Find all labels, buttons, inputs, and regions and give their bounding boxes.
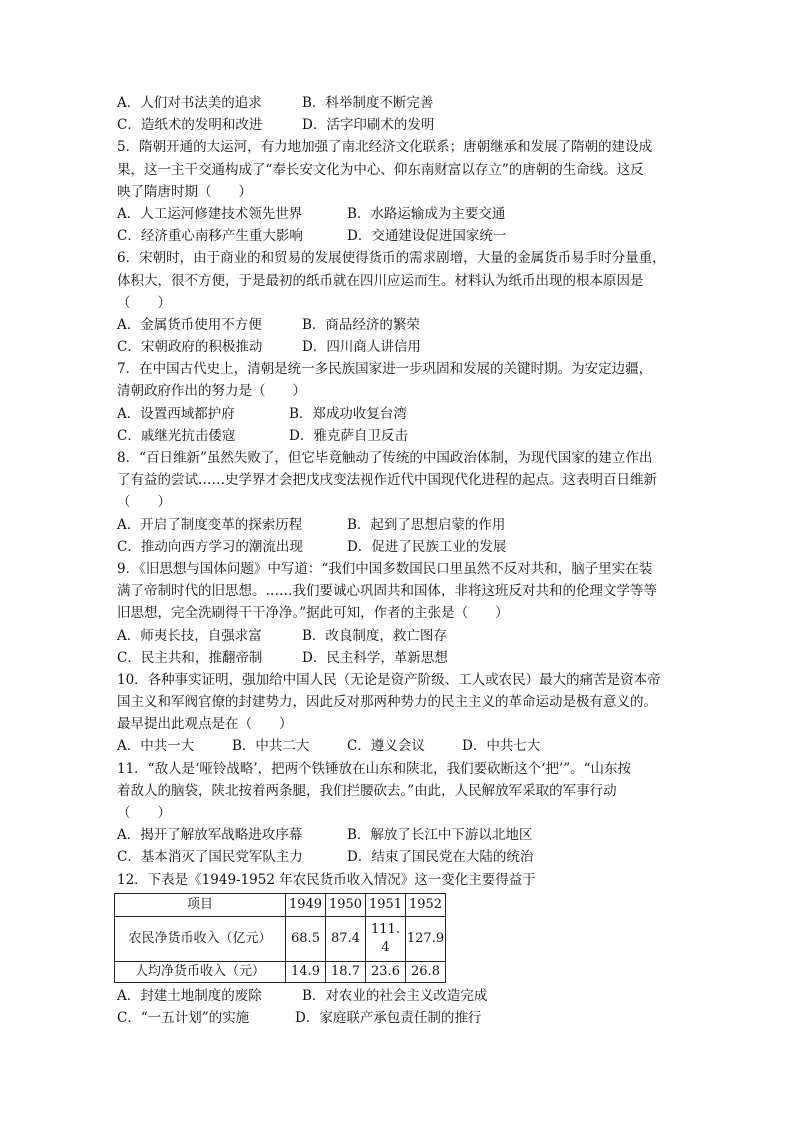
q8-option-a: A．开启了制度变革的探索历程	[117, 516, 303, 533]
table-header-cell: 1951	[366, 893, 406, 916]
q8-option-c: C．推动向西方学习的潮流出现	[117, 538, 303, 555]
q8-options-row2	[117, 536, 692, 558]
q9-option-d: D．民主科学，革新思想	[302, 649, 448, 666]
q7-option-c: C．戚继光抗击倭寇	[117, 427, 236, 444]
table-cell: 127.9	[406, 916, 446, 961]
q5-stem-line2: 果，这一主干交通构成了“奉长安文化为中心、仰东南财富以存立”的唐朝的生命线。这反	[117, 161, 644, 178]
q9-option-c: C．民主共和，推翻帝制	[117, 649, 263, 666]
table-header-cell: 项目	[115, 893, 286, 916]
q5-option-c: C．经济重心南移产生重大影响	[117, 228, 303, 245]
q9-options-row1	[117, 625, 692, 647]
q5-stem-line3: 映了隋唐时期（ ）	[117, 183, 252, 200]
q5-option-a: A．人工运河修建技术领先世界	[117, 205, 303, 222]
q4-options-row2	[117, 114, 692, 136]
q6-option-b: B．商品经济的繁荣	[302, 316, 420, 333]
q7-options-row2	[117, 425, 692, 447]
q9-option-a: A．师夷长技，自强求富	[117, 627, 262, 644]
q8-stem-line3: （ ）	[117, 494, 171, 511]
table-header-cell: 1952	[406, 893, 446, 916]
table-cell: 18.7	[326, 961, 366, 982]
q4-option-a: A．人们对书法美的追求	[117, 95, 262, 111]
table-header-cell: 1950	[326, 893, 366, 916]
q9-stem-line3: 旧思想，完全洗刷得干干净净。”据此可知，作者的主张是（ ）	[117, 605, 509, 622]
q10-option-d: D．中共七大	[462, 738, 541, 755]
q4-options-row1	[117, 92, 692, 114]
q12-option-a: A．封建土地制度的废除	[117, 987, 262, 1004]
q10-option-b: B．中共二大	[232, 738, 310, 755]
q7-option-d: D．雅克萨自卫反击	[289, 427, 408, 444]
q12-option-d: D．家庭联产承包责任制的推行	[295, 1009, 482, 1026]
q6-stem-line3: （ ）	[117, 294, 171, 311]
table-cell: 人均净货币收入（元）	[115, 961, 286, 982]
table-header-cell: 1949	[286, 893, 326, 916]
q9-option-b: B．改良制度，救亡图存	[302, 627, 447, 644]
table-row	[115, 961, 446, 982]
q10-stem-line3: 最早提出此观点是在（ ）	[117, 716, 293, 733]
q11-option-b: B．解放了长江中下游以北地区	[347, 827, 533, 844]
q11-stem-line3: （ ）	[117, 805, 171, 821]
q12-options-row1	[117, 985, 692, 1007]
q5-options-row2	[117, 225, 692, 247]
table-cell: 111. 4	[366, 916, 406, 961]
q4-option-b: B．科举制度不断完善	[302, 95, 434, 111]
q6-stem-line2: 体积大，很不方便，于是最初的纸币就在四川应运而生。材料认为纸币出现的根本原因是	[117, 272, 644, 289]
table-cell: 87.4	[326, 916, 366, 961]
table-cell: 农民净货币收入（亿元）	[115, 916, 286, 961]
q6-option-a: A．金属货币使用不方便	[117, 316, 262, 333]
q12-option-c: C．“一五计划”的实施	[117, 1009, 250, 1026]
q11-stem-line2: 着敌人的脑袋，陕北按着两条腿，我们拦腰砍去。”由此，人民解放军采取的军事行动	[117, 782, 617, 799]
table-cell: 68.5	[286, 916, 326, 961]
table-cell: 14.9	[286, 961, 326, 982]
q11-option-d: D．结束了国民党在大陆的统治	[347, 849, 534, 866]
income-table	[114, 893, 446, 983]
q5-options-row1	[117, 203, 692, 225]
table-header-row	[115, 893, 446, 916]
q10-options-row	[117, 735, 692, 757]
q6-options-row1	[117, 314, 692, 336]
q5-stem-line1: 5．隋朝开通的大运河，有力地加强了南北经济文化联系；唐朝继承和发展了隋朝的建设成	[117, 139, 653, 156]
q6-options-row2	[117, 336, 692, 358]
table-cell: 23.6	[366, 961, 406, 982]
q11-stem-line1: 11．“敌人是‘哑铃战略’，把两个铁锤放在山东和陕北，我们要砍断这个‘把’”。“山东按	[117, 760, 632, 777]
q4-option-c: C．造纸术的发明和改进	[117, 117, 263, 134]
question-content	[117, 92, 692, 1029]
q8-option-d: D．促进了民族工业的发展	[347, 538, 507, 555]
q10-stem-line1: 10．各种事实证明，强加给中国人民（无论是资产阶级、工人或农民）最大的痛苦是资本帝	[117, 671, 661, 688]
q6-stem-line1: 6．宋朝时，由于商业的和贸易的发展使得货币的需求剧增，大量的金属货币易手时分量重，	[117, 250, 666, 267]
q11-options-row2	[117, 846, 692, 868]
q7-options-row1	[117, 403, 692, 425]
q7-stem-line2: 清朝政府作出的努力是（ ）	[117, 383, 306, 400]
q8-stem-line2: 了有益的尝试……史学界才会把戊戌变法视作近代中国现代化进程的起点。这表明百日维新	[117, 472, 657, 489]
q8-options-row1	[117, 514, 692, 536]
q6-option-d: D．四川商人讲信用	[302, 339, 421, 356]
table-row	[115, 916, 446, 961]
q5-option-d: D．交通建设促进国家统一	[347, 228, 507, 245]
q9-stem-line2: 满了帝制时代的旧思想。……我们要诚心巩固共和国体，非将这班反对共和的伦理文学等等	[117, 583, 657, 600]
q10-option-a: A．中共一大	[117, 738, 195, 755]
q6-option-c: C．宋朝政府的积极推动	[117, 339, 263, 356]
q8-stem-line1: 8．“百日维新”虽然失败了，但它毕竟触动了传统的中国政治体制，为现代国家的建立作出	[117, 450, 653, 466]
q8-option-b: B．起到了思想启蒙的作用	[347, 516, 506, 533]
table-cell: 26.8	[406, 961, 446, 982]
q9-stem-line1: 9．《旧思想与国体问题》中写道：“我们中国多数国民口里虽然不反对共和，脑子里实在装	[117, 560, 653, 577]
q12-stem-line1: 12．下表是《1949-1952 年农民货币收入情况》这一变化主要得益于	[117, 871, 536, 888]
q11-option-a: A．揭开了解放军战略进攻序幕	[117, 827, 303, 844]
q10-stem-line2: 国主义和军阀官僚的封建势力，因此反对那两种势力的民主主义的革命运动是极有意义的。	[117, 694, 657, 711]
q12-option-b: B．对农业的社会主义改造完成	[302, 987, 488, 1004]
q4-option-d: D．活字印刷术的发明	[302, 117, 435, 134]
q11-options-row1	[117, 824, 692, 846]
q7-option-a: A．设置西域都护府	[117, 405, 235, 422]
q11-option-c: C．基本消灭了国民党军队主力	[117, 849, 303, 866]
q10-option-c: C．遵义会议	[347, 738, 425, 755]
q7-stem-line1: 7．在中国古代史上，清朝是统一多民族国家进一步巩固和发展的关键时期。为安定边疆，	[117, 361, 653, 378]
q12-options-row2	[117, 1007, 692, 1029]
q9-options-row2	[117, 647, 692, 669]
q5-option-b: B．水路运输成为主要交通	[347, 205, 506, 222]
q7-option-b: B．郑成功收复台湾	[289, 405, 407, 422]
